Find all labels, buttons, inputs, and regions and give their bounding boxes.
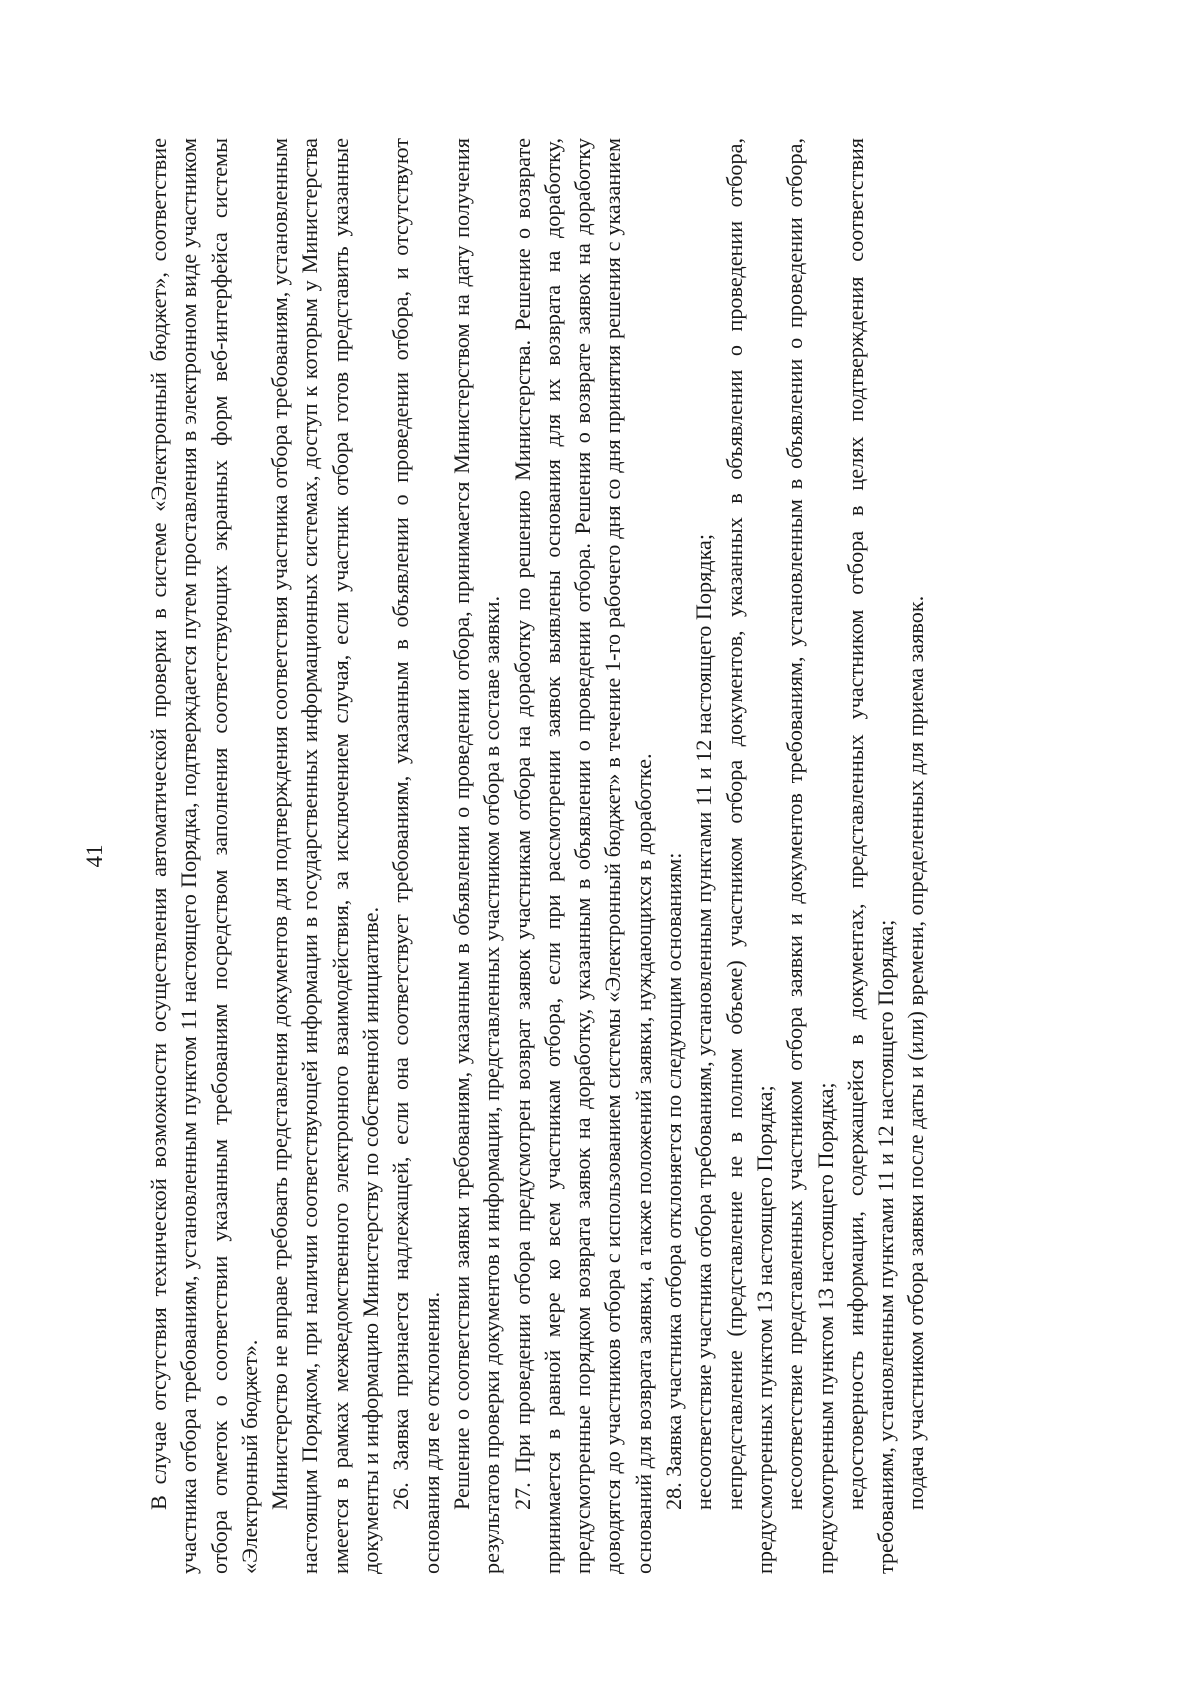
list-item-reason-3: несоответствие представленных участником отбора заявки и документов требованиям, установленным в объявлении о проведении отбора, предусмотренным пунктом 13 настоящего Порядка; — [782, 138, 838, 1574]
list-item-reason-4: недостоверность информации, содержащейся в документах, представленных участником отбора в целях подтверждения соответствия требованиям, установленным пунктами 11 и 12 настоящего Порядка; — [842, 138, 899, 1574]
paragraph-ministry-documents: Министерство не вправе требовать представления документов для подтверждения соответствия участника отбора требованиям, установленным настоящим Порядком, при наличии соответствующей информации в государственных информационных системах, доступ к которым у Министерства имеется в рамках межведомственного электронного взаимодействия, за исключением случая, если участник отбора готов представить указанные документы и информацию Министерству по собственной инициативе. — [267, 138, 384, 1574]
rotated-page-content — [80, 138, 1120, 1574]
list-item-reason-5: подача участником отбора заявки после даты и (или) времени, определенных для приема заявок. — [903, 595, 929, 1510]
paragraph-item-26: 26. Заявка признается надлежащей, если она соответствует требованиям, указанным в объявлении о проведении отбора, и отсутствуют основания для ее отклонения. — [388, 138, 444, 1574]
list-item-reason-1: несоответствие участника отбора требованиям, установленным пунктами 11 и 12 настоящего Порядка; — [691, 533, 717, 1510]
paragraph-compliance-decision: Решение о соответствии заявки требованиям, указанным в объявлении о проведении отбора, принимается Министерством на дату получения результатов проверки документов и информации, представленных участником отбора в составе заявки. — [448, 138, 505, 1574]
paragraph-technical-check: В случае отсутствия технической возможности осуществления автоматической проверки в системе «Электронный бюджет», соответствие участника отбора требованиям, установленным пунктом 11 настоящего Порядка, подтверждается путем проставления в электронном виде участником отбора отметок о соответствии указанным требованиям посредством заполнения соответствующих экранных форм веб-интерфейса системы «Электронный бюджет». — [146, 138, 262, 1574]
list-item-reason-2: непредставление (представление не в полном объеме) участником отбора документов, указанных в объявлении о проведении отбора, предусмотренных пунктом 13 настоящего Порядка; — [721, 138, 777, 1574]
paragraph-item-28: 28. Заявка участника отбора отклоняется по следующим основаниям: — [661, 852, 687, 1510]
page-number: 41 — [82, 844, 107, 868]
document-body — [144, 138, 932, 1574]
paragraph-item-27: 27. При проведении отбора предусмотрен возврат заявок участникам отбора на доработку по решению Министерства. Решение о возврате принимается в равной мере ко всем участникам отбора, если при рассмотрении заявок выявлены основания для их возврата на доработку, предусмотренные порядком возврата заявок на доработку, указанным в объявлении о проведении отбора. Решения о возврате заявок на доработку доводятся до участников отбора с использованием системы «Электронный бюджет» в течение 1-го рабочего дня со дня принятия решения с указанием оснований для возврата заявки, а также положений заявки, нуждающихся в доработке. — [509, 138, 656, 1574]
